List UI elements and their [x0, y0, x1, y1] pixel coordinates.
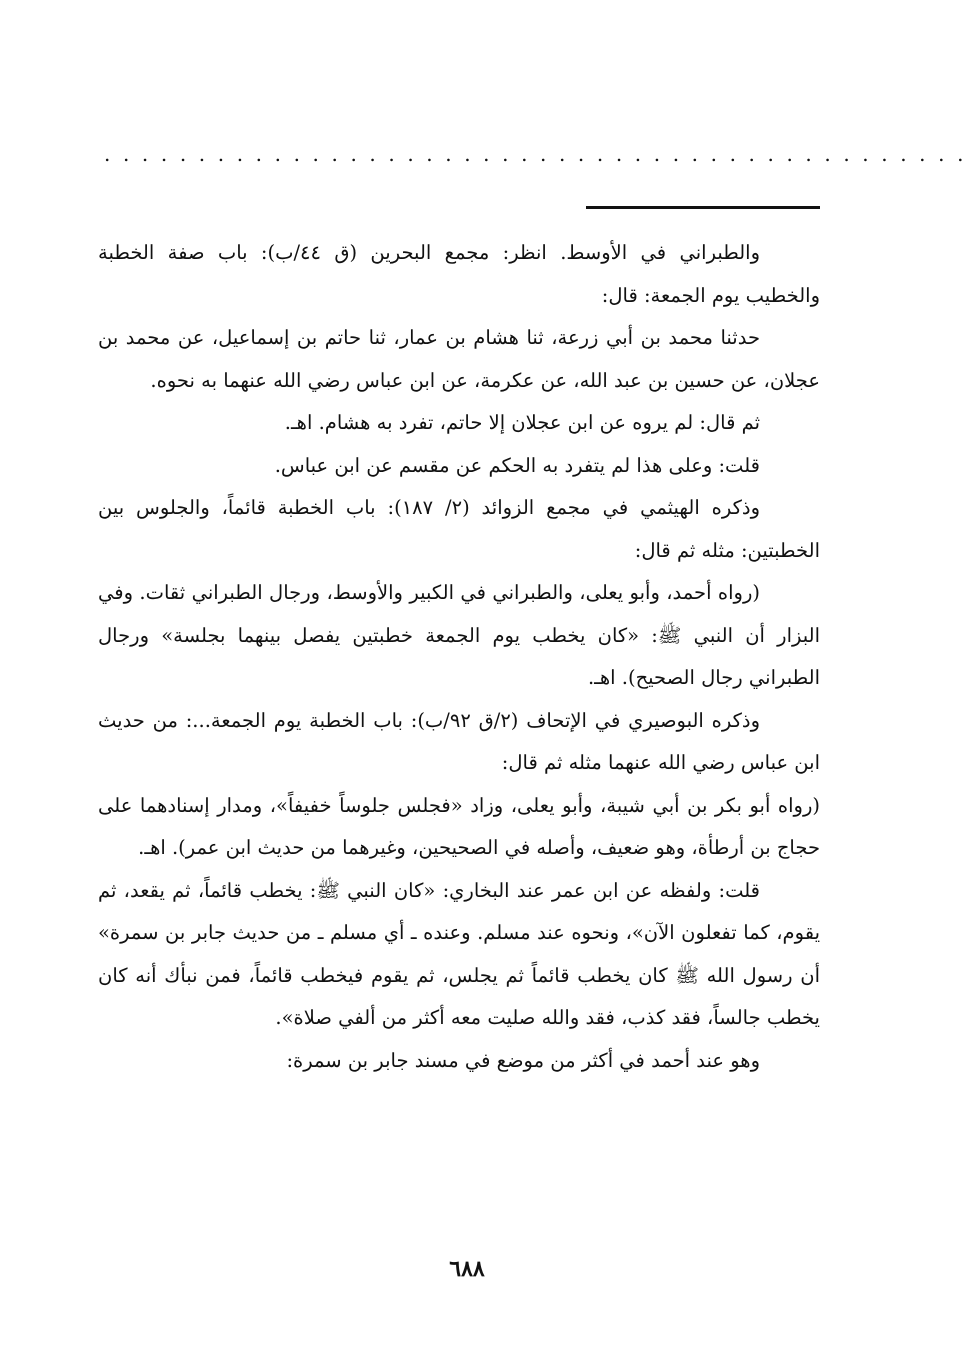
paragraph: قلت: ولفظه عن ابن عمر عند البخاري: «كان النبي ﷺ: يخطب قائماً، ثم يقعد، ثم يقوم، كما تفعلون الآن»، ونحوه عند مسلم. وعنده ـ أي مسلم ـ من حديث جابر بن سمرة» أن رسول الله ﷺ كان يخطب قائماً ثم يجلس، ثم يقوم فيخطب قائماً، فمن نبأك أنه كان يخطب جالساً، فقد كذب، فقد والله صليت معه أكثر من ألفي صلاة».: [98, 878, 820, 1029]
footnote-rule: [586, 206, 820, 209]
paragraph: حدثنا محمد بن أبي زرعة، ثنا هشام بن عمار، ثنا حاتم بن إسماعيل، عن محمد بن عجلان، عن حسين بن عبد الله، عن عكرمة، عن ابن عباس رضي الله عنهما به نحوه.: [98, 326, 820, 392]
footnote-text: [98, 232, 820, 1082]
paragraph: قلت: وعلى هذا لم يتفرد به الحكم عن مقسم عن ابن عباس.: [274, 453, 760, 477]
paragraph: (رواه أبو بكر بن أبي شيبة، وأبو يعلى، وزاد «فجلس جلوساً خفيفاً»، ومدار إسنادهما على حجاج بن أرطأة، وهو ضعيف، وأصله في الصحيحين، وغيرهما من حديث ابن عمر). اهـ.: [98, 793, 820, 859]
page-number: ٦٨٨: [449, 1256, 485, 1282]
paragraph: وهو عند أحمد في أكثر من موضع في مسند جابر بن سمرة:: [286, 1048, 760, 1072]
paragraph: (رواه أحمد، وأبو يعلى، والطبراني في الكبير والأوسط، ورجال الطبراني ثقات. وفي البزار أن النبي ﷺ: «كان يخطب يوم الجمعة خطبتين يفصل بينهما بجلسة» ورجال الطبراني رجال الصحيح). اهـ.: [98, 581, 820, 689]
paragraph: وذكره الهيثمي في مجمع الزوائد (٢/ ١٨٧): باب الخطبة قائماً، والجلوس بين الخطبتين: مثله ثم قال:: [98, 496, 820, 562]
separator-dots: ..............................................: [104, 142, 976, 166]
paragraph: ثم قال: لم يروه عن ابن عجلان إلا حاتم، تفرد به هشام. اهـ.: [284, 411, 760, 434]
paragraph: وذكره البوصيري في الإتحاف (٢/ق ٩٢/ب): باب الخطبة يوم الجمعة...: من حديث ابن عباس رضي الله عنهما مثله ثم قال:: [98, 708, 820, 774]
paragraph: والطبراني في الأوسط. انظر: مجمع البحرين (ق ٤٤/ب): باب صفة الخطبة والخطيب يوم الجمعة: قال:: [98, 241, 820, 307]
